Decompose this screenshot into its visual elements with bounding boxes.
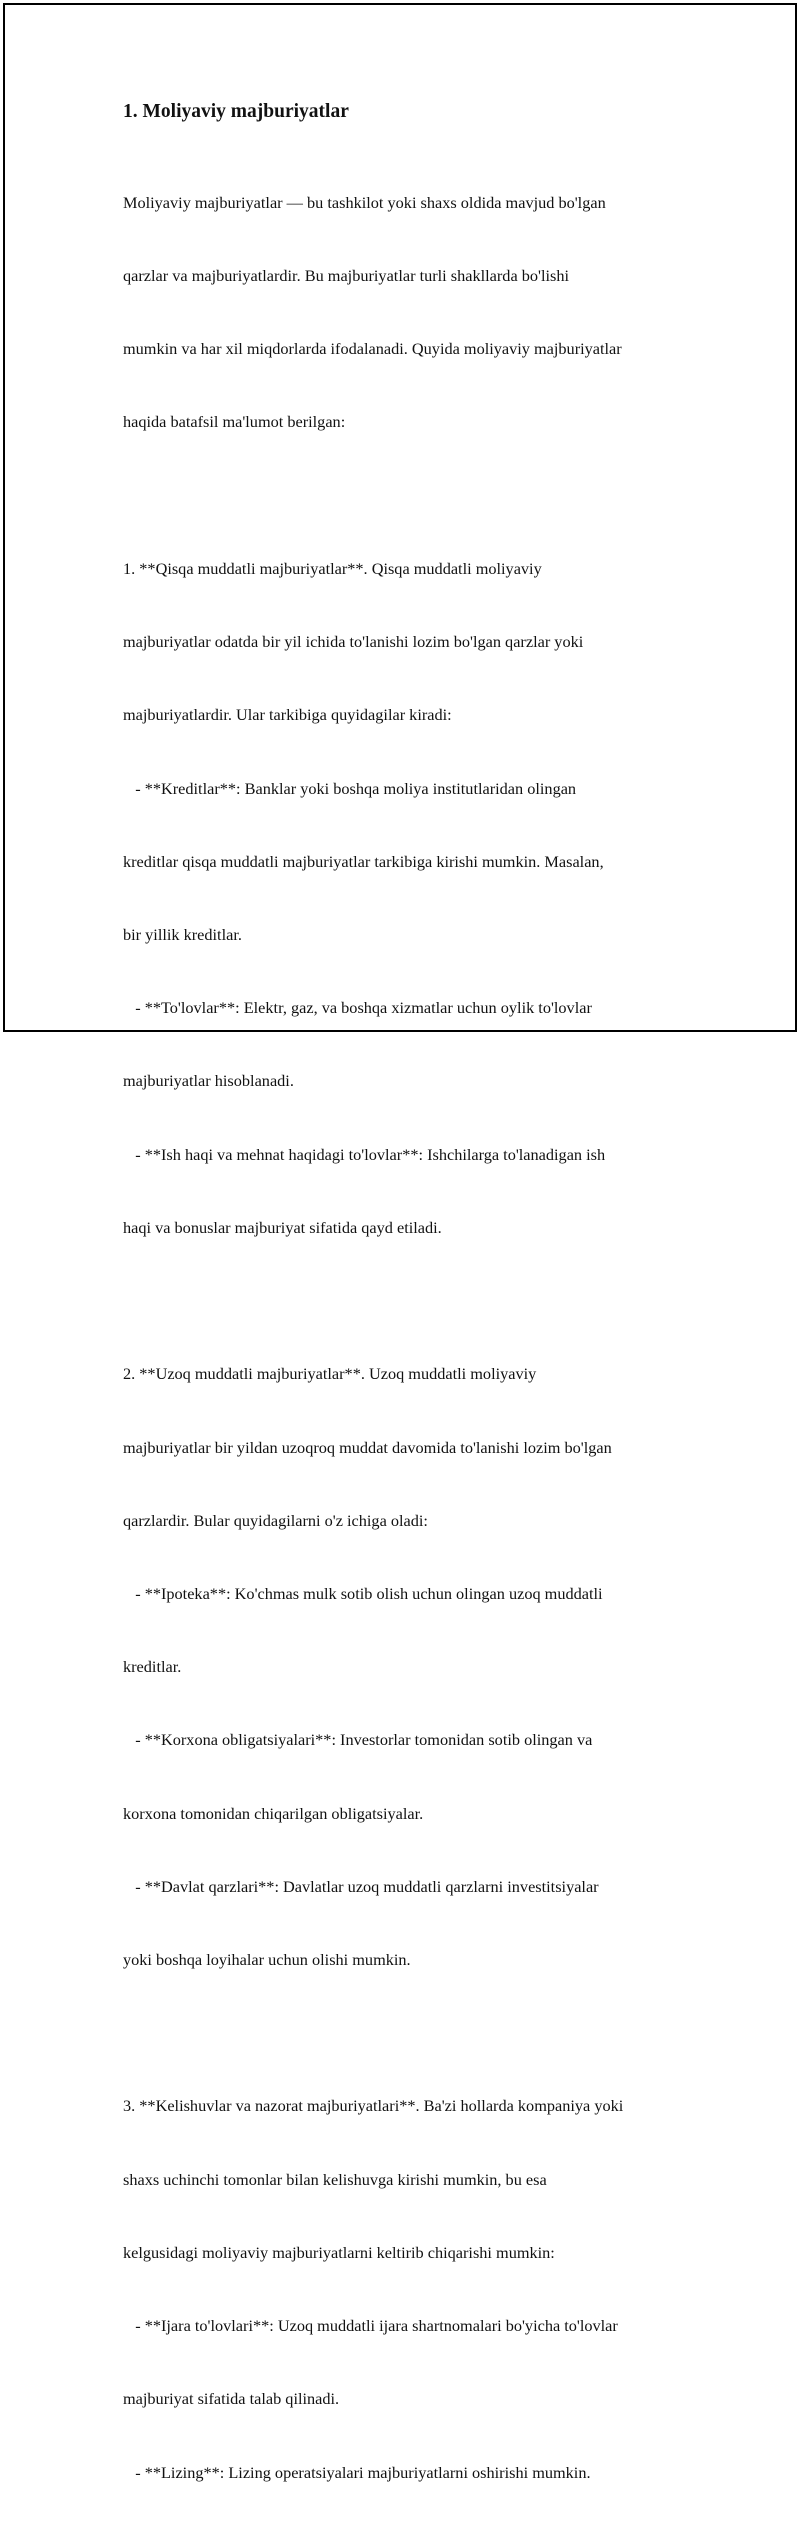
text-line: - **Lizing**: Lizing operatsiyalari majburiyatlarni oshirishi mumkin. [123, 2462, 591, 2482]
text-line: qarzlardir. Bular quyidagilarni o'z ichiga oladi: [123, 1510, 428, 1530]
paragraph-gap [123, 484, 698, 508]
text-line: kreditlar qisqa muddatli majburiyatlar tarkibiga kirishi mumkin. Masalan, [123, 851, 604, 871]
text-line: mumkin va har xil miqdorlarda ifodalanadi. Quyida moliyaviy majburiyatlar [123, 339, 622, 359]
text-line: bir yillik kreditlar. [123, 924, 242, 944]
section-short-term-liabilities [123, 508, 698, 1289]
text-line: shaxs uchinchi tomonlar bilan kelishuvga kirishi mumkin, bu esa [123, 2169, 547, 2189]
text-line: qarzlar va majburiyatlardir. Bu majburiyatlar turli shakllarda bo'lishi [123, 266, 570, 286]
text-line: majburiyat sifatida talab qilinadi. [123, 2389, 340, 2409]
section-long-term-liabilities [123, 1313, 698, 2021]
text-line: 1. **Qisqa muddatli majburiyatlar**. Qisqa muddatli moliyaviy [123, 558, 542, 578]
document-title: 1. Moliyaviy majburiyatlar [123, 101, 349, 122]
text-line: majburiyatlardir. Ular tarkibiga quyidagilar kiradi: [123, 705, 452, 725]
text-line: - **Ipoteka**: Ko'chmas mulk sotib olish uchun olingan uzoq muddatli [123, 1583, 603, 1603]
text-line: - **To'lovlar**: Elektr, gaz, va boshqa xizmatlar uchun oylik to'lovlar [123, 998, 592, 1018]
text-line: yoki boshqa loyihalar uchun olishi mumkin. [123, 1950, 411, 1970]
text-line: Moliyaviy majburiyatlar — bu tashkilot yoki shaxs oldida mavjud bo'lgan [123, 192, 606, 212]
text-line: - **Ijara to'lovlari**: Uzoq muddatli ijara shartnomalari bo'yicha to'lovlar [123, 2316, 618, 2336]
text-line: majburiyatlar odatda bir yil ichida to'lanishi lozim bo'lgan qarzlar yoki [123, 632, 584, 652]
text-line: - **Ish haqi va mehnat haqidagi to'lovlar**: Ishchilarga to'lanadigan ish [123, 1144, 606, 1164]
text-line: - **Davlat qarzlari**: Davlatlar uzoq muddatli qarzlarni investitsiyalar [123, 1876, 599, 1896]
text-line: 2. **Uzoq muddatli majburiyatlar**. Uzoq muddatli moliyaviy [123, 1364, 537, 1384]
page-frame [3, 3, 797, 2482]
text-line: 3. **Kelishuvlar va nazorat majburiyatlari**. Ba'zi hollarda kompaniya yoki [123, 2096, 624, 2116]
text-line: - **Korxona obligatsiyalari**: Investorlar tomonidan sotib olingan va [123, 1730, 593, 1750]
intro-paragraph [123, 142, 698, 484]
document-body [123, 98, 698, 2534]
text-line: kreditlar. [123, 1657, 182, 1677]
paragraph-gap [123, 1289, 698, 1313]
text-line: haqi va bonuslar majburiyat sifatida qayd etiladi. [123, 1217, 442, 1237]
text-line: majburiyatlar bir yildan uzoqroq muddat davomida to'lanishi lozim bo'lgan [123, 1437, 612, 1457]
text-line: kelgusidagi moliyaviy majburiyatlarni keltirib chiqarishi mumkin: [123, 2242, 555, 2262]
paragraph-gap [123, 2021, 698, 2045]
text-line: korxona tomonidan chiqarilgan obligatsiyalar. [123, 1803, 424, 1823]
text-line: - **Kreditlar**: Banklar yoki boshqa moliya institutlaridan olingan [123, 778, 577, 798]
section-agreements-obligations [123, 2046, 698, 2534]
text-line: majburiyatlar hisoblanadi. [123, 1071, 294, 1091]
text-line: haqida batafsil ma'lumot berilgan: [123, 412, 346, 432]
